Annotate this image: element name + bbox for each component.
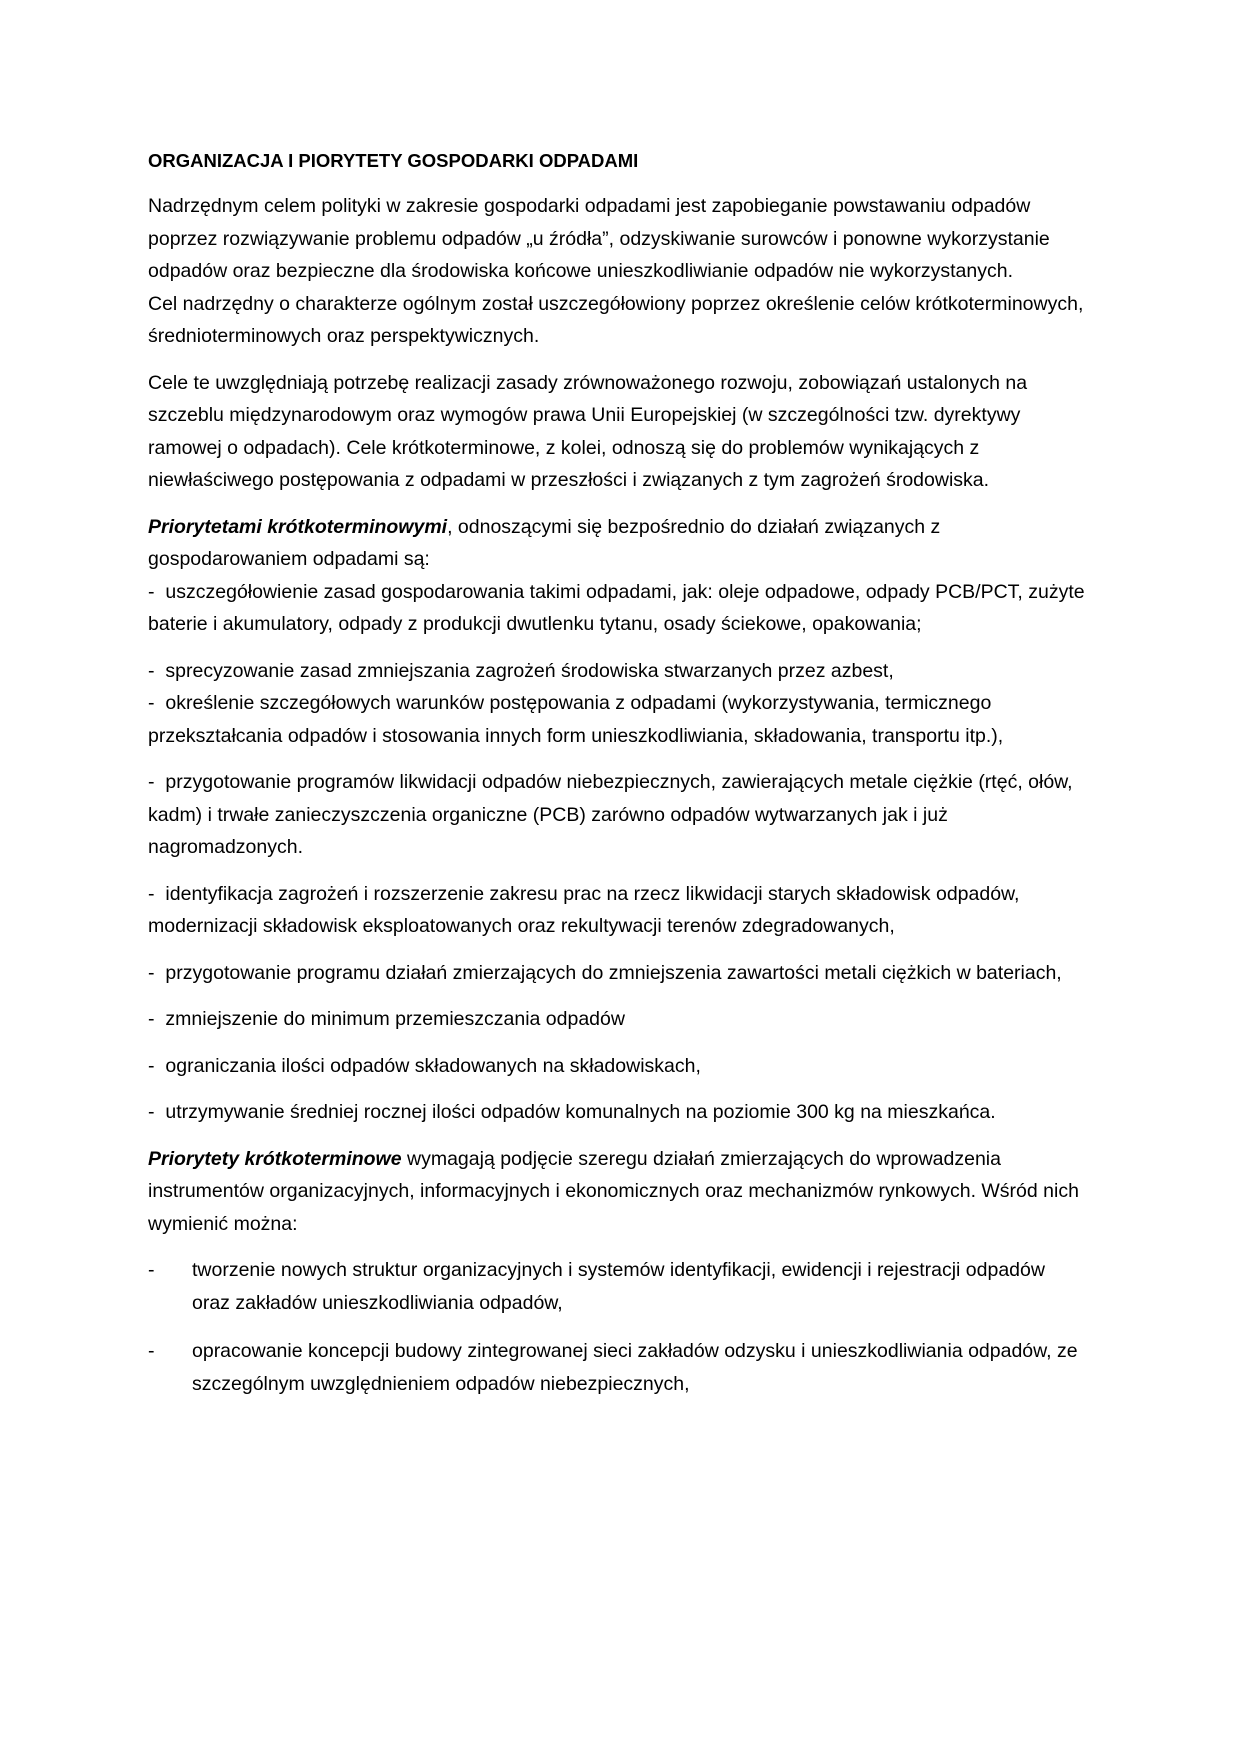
priority-item-text: uszczegółowienie zasad gospodarowania takimi odpadami, jak: oleje odpadowe, odpady PCB/PCT, zużyte baterie i akumulatory, odpady z produkcji dwutlenku tytanu, osady ściekowe, opakowania;: [148, 580, 1085, 635]
actions-lead: [148, 1143, 1088, 1241]
actions-lead-bold: Priorytety krótkoterminowe: [148, 1147, 402, 1170]
page-title: ORGANIZACJA I PIORYTETY GOSPODARKI ODPADAMI: [148, 150, 639, 171]
action-item-1: [148, 1254, 1088, 1319]
priorities-lead-rest: , odnoszącymi się bezpośrednio do działań związanych z gospodarowaniem odpadami są:: [148, 515, 941, 570]
priority-item-9: [148, 1096, 1088, 1129]
dash-marker: -: [148, 771, 155, 793]
priority-item-4: [148, 766, 1088, 864]
priorities-lead: [148, 511, 1088, 576]
dash-marker: -: [148, 580, 155, 603]
priority-item-7: [148, 1003, 1088, 1036]
dash-marker: -: [148, 882, 155, 905]
priority-item-5: [148, 878, 1088, 943]
action-item-2: [148, 1335, 1088, 1400]
priorities-lead-bold: Priorytetami krótkoterminowymi: [148, 515, 448, 538]
priority-item-text: sprecyzowanie zasad zmniejszania zagrożeń środowiska stwarzanych przez azbest,: [165, 659, 894, 682]
intro-paragraph-3: Cele te uwzględniają potrzebę realizacji zasady zrównoważonego rozwoju, zobowiązań ustalonych na szczeblu międzynarodowym oraz wymogów prawa Unii Europejskiej (w szczególności tzw. dyrektywy ramowej o odpadach). Cele krótkoterminowe, z kolei, odnoszą się do problemów wynikających z niewłaściwego postępowania z odpadami w przeszłości i związanych z tym zagrożeń środowiska.: [148, 371, 1028, 491]
action-item-text: tworzenie nowych struktur organizacyjnych i systemów identyfikacji, ewidencji i rejestracji odpadów oraz zakładów unieszkodliwiania odpadów,: [192, 1259, 1045, 1314]
intro-paragraph-1: Nadrzędnym celem polityki w zakresie gospodarki odpadami jest zapobieganie powstawaniu odpadów poprzez rozwiązywanie problemu odpadów „u źródła”, odzyskiwanie surowców i ponowne wykorzystanie odpadów oraz bezpieczne dla środowiska końcowe unieszkodliwianie odpadów nie wykorzystanych.: [148, 195, 1050, 282]
priority-item-text: przygotowanie programów likwidacji odpadów niebezpiecznych, zawierających metale ciężkie (rtęć, ołów, kadm) i trwałe zanieczyszczenia organiczne (PCB) zarówno odpadów wytwarzanych jak i już nagromadzonych.: [148, 771, 1073, 858]
actions-lead-rest: wymagają podjęcie szeregu działań zmierzających do wprowadzenia instrumentów organizacyjnych, informacyjnych i ekonomicznych oraz mechanizmów rynkowych. Wśród nich wymienić można:: [148, 1147, 1079, 1235]
dash-marker: -: [148, 1259, 155, 1281]
action-item-text: opracowanie koncepcji budowy zintegrowanej sieci zakładów odzysku i unieszkodliwiania odpadów, ze szczególnym uwzględnieniem odpadów niebezpiecznych,: [192, 1340, 1078, 1395]
priority-item-3: [148, 687, 1088, 752]
priority-item-text: zmniejszenie do minimum przemieszczania odpadów: [165, 1008, 625, 1030]
dash-marker: -: [148, 1054, 155, 1077]
intro-paragraph-2: Cel nadrzędny o charakterze ogólnym został uszczegółowiony poprzez określenie celów krótkoterminowych, średnioterminowych oraz perspektywicznych.: [148, 292, 1084, 347]
document-content: [148, 148, 1088, 1416]
priority-item-6: [148, 957, 1088, 990]
priority-item-1: [148, 576, 1088, 641]
priority-item-text: przygotowanie programu działań zmierzających do zmniejszenia zawartości metali ciężkich w bateriach,: [165, 961, 1062, 984]
priority-item-2: [148, 655, 1088, 688]
priority-item-text: utrzymywanie średniej rocznej ilości odpadów komunalnych na poziomie 300 kg na mieszkańca.: [165, 1101, 996, 1123]
priority-item-8: [148, 1050, 1088, 1083]
priority-item-text: ograniczania ilości odpadów składowanych na składowiskach,: [165, 1054, 701, 1077]
dash-marker: -: [148, 1101, 155, 1123]
dash-marker: -: [148, 659, 155, 682]
priority-item-text: identyfikacja zagrożeń i rozszerzenie zakresu prac na rzecz likwidacji starych składowisk odpadów, modernizacji składowisk eksploatowanych oraz rekultywacji terenów zdegradowanych,: [148, 882, 1020, 937]
dash-marker: -: [148, 692, 155, 714]
dash-marker: -: [148, 1340, 155, 1362]
priority-item-text: określenie szczegółowych warunków postępowania z odpadami (wykorzystywania, termicznego przekształcania odpadów i stosowania innych form unieszkodliwiania, składowania, transportu itp.),: [148, 692, 1004, 747]
dash-marker: -: [148, 1008, 155, 1030]
dash-marker: -: [148, 961, 155, 984]
